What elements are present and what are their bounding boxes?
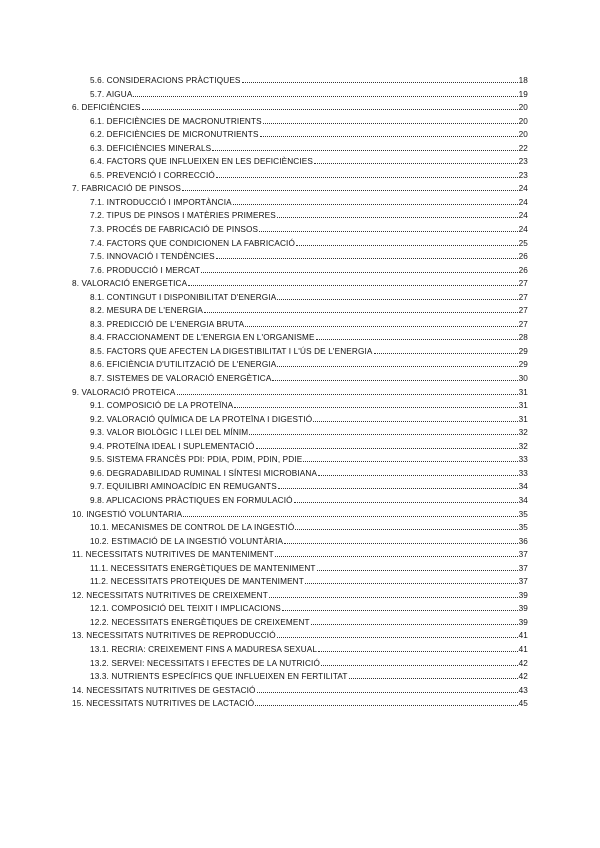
toc-dot-leader <box>260 136 518 137</box>
toc-dot-leader <box>212 150 517 151</box>
toc-dot-leader <box>177 394 518 395</box>
toc-section-entry[interactable] <box>72 237 528 251</box>
toc-entry-title: 8. VALORACIÓ ENERGETICA <box>72 279 188 289</box>
toc-page-number: 35 <box>518 523 528 533</box>
toc-section-entry[interactable] <box>72 616 528 630</box>
toc-section-entry[interactable] <box>72 535 528 549</box>
toc-section-entry[interactable] <box>72 155 528 169</box>
toc-page-number: 27 <box>518 292 528 302</box>
toc-section-entry[interactable] <box>72 602 528 616</box>
toc-dot-leader <box>133 96 517 97</box>
toc-entry-title: 10.1. MECANISMES DE CONTROL DE LA INGESTIÓ <box>90 523 295 533</box>
table-of-contents <box>72 74 528 711</box>
toc-entry-title: 8.3. PREDICCIÓ DE L'ENERGIA BRUTA <box>90 319 245 329</box>
toc-entry-title: 14. NECESSITATS NUTRITIVES DE GESTACIÓ <box>72 685 256 695</box>
toc-page-number: 41 <box>518 631 528 641</box>
toc-dot-leader <box>316 339 518 340</box>
toc-dot-leader <box>277 637 518 638</box>
toc-dot-leader <box>277 299 517 300</box>
toc-dot-leader <box>249 434 517 435</box>
toc-entry-title: 7.4. FACTORS QUE CONDICIONEN LA FABRICACIÓ <box>90 238 295 248</box>
toc-page-number: 45 <box>518 699 528 709</box>
toc-section-entry[interactable] <box>72 575 528 589</box>
toc-entry-title: 5.7. AIGUA <box>90 89 133 99</box>
toc-section-entry[interactable] <box>72 372 528 386</box>
toc-page-number: 37 <box>518 550 528 560</box>
toc-dot-leader <box>269 597 518 598</box>
toc-section-entry[interactable] <box>72 657 528 671</box>
toc-section-entry[interactable] <box>72 562 528 576</box>
toc-page-number: 37 <box>518 577 528 587</box>
toc-entry-title: 7.1. INTRODUCCIÓ I IMPORTÀNCIA <box>90 197 232 207</box>
toc-dot-leader <box>321 665 518 666</box>
toc-dot-leader <box>183 516 517 517</box>
toc-entry-title: 10.2. ESTIMACIÓ DE LA INGESTIÓ VOLUNTÀRIA <box>90 536 284 546</box>
toc-entry-title: 13. NECESSITATS NUTRITIVES DE REPRODUCCIÓ <box>72 631 276 641</box>
toc-dot-leader <box>277 366 517 367</box>
toc-entry-title: 6.4. FACTORS QUE INFLUEIXEN EN LES DEFICIÈNCIES <box>90 157 314 167</box>
toc-section-entry[interactable] <box>72 345 528 359</box>
toc-entry-title: 7.3. PROCÉS DE FABRICACIÓ DE PINSOS <box>90 225 259 235</box>
toc-entry-title: 8.2. MESURA DE L'ENERGIA <box>90 306 203 316</box>
toc-entry-title: 9. VALORACIÓ PROTEICA <box>72 387 176 397</box>
toc-page-number: 20 <box>518 116 528 126</box>
toc-section-entry[interactable] <box>72 250 528 264</box>
toc-dot-leader <box>318 475 517 476</box>
toc-entry-title: 6.3. DEFICIÈNCIES MINERALS <box>90 143 212 153</box>
toc-page-number: 26 <box>518 252 528 262</box>
toc-page-number: 34 <box>518 495 528 505</box>
toc-dot-leader <box>294 502 518 503</box>
toc-dot-leader <box>284 543 517 544</box>
toc-entry-title: 7.6. PRODUCCIÓ I MERCAT <box>90 265 201 275</box>
toc-dot-leader <box>314 163 518 164</box>
toc-section-entry[interactable] <box>72 331 528 345</box>
toc-dot-leader <box>233 204 518 205</box>
toc-entry-title: 11. NECESSITATS NUTRITIVES DE MANTENIMENT <box>72 550 274 560</box>
toc-entry-title: 12. NECESSITATS NUTRITIVES DE CREIXEMENT <box>72 590 268 600</box>
toc-dot-leader <box>277 217 518 218</box>
toc-section-entry[interactable] <box>72 304 528 318</box>
toc-chapter-entry[interactable] <box>72 629 528 643</box>
toc-section-entry[interactable] <box>72 291 528 305</box>
toc-entry-title: 9.1. COMPOSICIÓ DE LA PROTEÏNA <box>90 401 234 411</box>
toc-entry-title: 7.2. TIPUS DE PINSOS I MATÈRIES PRIMERES <box>90 211 276 221</box>
toc-page-number: 31 <box>518 401 528 411</box>
toc-dot-leader <box>204 312 518 313</box>
toc-dot-leader <box>311 624 518 625</box>
toc-entry-title: 9.4. PROTEÏNA IDEAL I SUPLEMENTACIÓ <box>90 441 255 451</box>
toc-dot-leader <box>255 705 517 706</box>
toc-dot-leader <box>374 353 518 354</box>
toc-section-entry[interactable] <box>72 196 528 210</box>
toc-section-entry[interactable] <box>72 453 528 467</box>
toc-page-number: 37 <box>518 563 528 573</box>
toc-page-number: 22 <box>518 143 528 153</box>
toc-section-entry[interactable] <box>72 169 528 183</box>
toc-dot-leader <box>313 421 517 422</box>
toc-entry-title: 9.6. DEGRADABILIDAD RUMINAL I SÍNTESI MICROBIANA <box>90 468 318 478</box>
toc-page-number: 30 <box>518 374 528 384</box>
toc-entry-title: 11.1. NECESSITATS ENERGÈTIQUES DE MANTENIMENT <box>90 563 316 573</box>
toc-page-number: 29 <box>518 346 528 356</box>
toc-entry-title: 9.5. SISTEMA FRANCÈS PDI: PDIA, PDIM, PDIN, PDIE <box>90 455 303 465</box>
toc-entry-title: 6.1. DEFICIÈNCIES DE MACRONUTRIENTS <box>90 116 262 126</box>
toc-dot-leader <box>263 123 518 124</box>
toc-page-number: 39 <box>518 617 528 627</box>
toc-page-number: 27 <box>518 306 528 316</box>
toc-dot-leader <box>349 678 518 679</box>
toc-dot-leader <box>182 190 518 191</box>
toc-page-number: 19 <box>518 89 528 99</box>
toc-page-number: 20 <box>518 130 528 140</box>
toc-entry-title: 8.6. EFICIÈNCIA D'UTILITZACIÓ DE L'ENERGIA <box>90 360 277 370</box>
toc-entry-title: 6.5. PREVENCIÓ I CORRECCIÓ <box>90 170 215 180</box>
toc-section-entry[interactable] <box>72 399 528 413</box>
toc-page-number: 32 <box>518 428 528 438</box>
toc-dot-leader <box>259 231 517 232</box>
toc-dot-leader <box>245 326 517 327</box>
toc-section-entry[interactable] <box>72 318 528 332</box>
toc-page-number: 39 <box>518 590 528 600</box>
toc-page-number: 23 <box>518 157 528 167</box>
toc-entry-title: 13.3. NUTRIENTS ESPECÍFICS QUE INFLUEIXEN EN FERTILITAT <box>90 672 348 682</box>
toc-page-number: 31 <box>518 387 528 397</box>
toc-dot-leader <box>256 448 518 449</box>
toc-page-number: 24 <box>518 225 528 235</box>
toc-section-entry[interactable] <box>72 264 528 278</box>
toc-section-entry[interactable] <box>72 426 528 440</box>
toc-page-number: 20 <box>518 103 528 113</box>
toc-page-number: 35 <box>518 509 528 519</box>
toc-dot-leader <box>257 692 518 693</box>
toc-entry-title: 12.2. NECESSITATS ENERGÈTIQUES DE CREIXEMENT <box>90 617 310 627</box>
toc-entry-title: 13.1. RECRIA: CREIXEMENT FINS A MADURESA SEXUAL <box>90 644 318 654</box>
toc-chapter-entry[interactable] <box>72 697 528 711</box>
toc-entry-title: 8.7. SISTEMES DE VALORACIÓ ENERGÈTICA <box>90 374 272 384</box>
toc-section-entry[interactable] <box>72 74 528 88</box>
toc-section-entry[interactable] <box>72 223 528 237</box>
toc-chapter-entry[interactable] <box>72 277 528 291</box>
toc-entry-title: 7.5. INNOVACIÓ I TENDÈNCIES <box>90 252 215 262</box>
toc-chapter-entry[interactable] <box>72 684 528 698</box>
toc-dot-leader <box>275 556 518 557</box>
toc-entry-title: 15. NECESSITATS NUTRITIVES DE LACTACIÓ <box>72 699 255 709</box>
toc-page-number: 31 <box>518 414 528 424</box>
toc-page-number: 41 <box>518 644 528 654</box>
toc-dot-leader <box>242 82 518 83</box>
toc-section-entry[interactable] <box>72 494 528 508</box>
toc-page-number: 34 <box>518 482 528 492</box>
toc-section-entry[interactable] <box>72 480 528 494</box>
toc-page-number: 42 <box>518 672 528 682</box>
toc-dot-leader <box>318 651 517 652</box>
toc-dot-leader <box>278 488 518 489</box>
toc-page-number: 42 <box>518 658 528 668</box>
toc-dot-leader <box>295 529 517 530</box>
toc-chapter-entry[interactable] <box>72 182 528 196</box>
toc-page-number: 39 <box>518 604 528 614</box>
toc-section-entry[interactable] <box>72 467 528 481</box>
toc-dot-leader <box>303 461 517 462</box>
toc-entry-title: 11.2. NECESSITATS PROTEIQUES DE MANTENIMENT <box>90 577 304 587</box>
toc-dot-leader <box>317 570 518 571</box>
toc-entry-title: 9.2. VALORACIÓ QUÍMICA DE LA PROTEÏNA I DIGESTIÓ <box>90 414 313 424</box>
toc-page-number: 33 <box>518 455 528 465</box>
toc-section-entry[interactable] <box>72 521 528 535</box>
toc-dot-leader <box>282 610 518 611</box>
toc-section-entry[interactable] <box>72 209 528 223</box>
toc-page-number: 26 <box>518 265 528 275</box>
toc-chapter-entry[interactable] <box>72 101 528 115</box>
toc-page-number: 24 <box>518 197 528 207</box>
toc-page-number: 28 <box>518 333 528 343</box>
toc-chapter-entry[interactable] <box>72 589 528 603</box>
toc-entry-title: 9.8. APLICACIONS PRÀCTIQUES EN FORMULACIÓ <box>90 495 293 505</box>
toc-dot-leader <box>272 380 517 381</box>
toc-dot-leader <box>296 245 518 246</box>
toc-page-number: 36 <box>518 536 528 546</box>
toc-dot-leader <box>142 109 518 110</box>
toc-entry-title: 8.1. CONTINGUT I DISPONIBILITAT D'ENERGIA <box>90 292 277 302</box>
toc-section-entry[interactable] <box>72 142 528 156</box>
toc-section-entry[interactable] <box>72 440 528 454</box>
toc-page-number: 24 <box>518 184 528 194</box>
toc-entry-title: 8.5. FACTORS QUE AFECTEN LA DIGESTIBILITAT I L'ÚS DE L'ENERGIA <box>90 346 373 356</box>
toc-dot-leader <box>216 177 518 178</box>
toc-section-entry[interactable] <box>72 358 528 372</box>
toc-dot-leader <box>234 407 517 408</box>
toc-page-number: 27 <box>518 319 528 329</box>
toc-chapter-entry[interactable] <box>72 508 528 522</box>
toc-section-entry[interactable] <box>72 128 528 142</box>
toc-page-number: 43 <box>518 685 528 695</box>
toc-section-entry[interactable] <box>72 115 528 129</box>
toc-dot-leader <box>188 285 517 286</box>
toc-page-number: 25 <box>518 238 528 248</box>
toc-section-entry[interactable] <box>72 88 528 102</box>
toc-entry-title: 8.4. FRACCIONAMENT DE L'ENERGIA EN L'ORGANISME <box>90 333 315 343</box>
toc-page-number: 33 <box>518 468 528 478</box>
toc-page-number: 23 <box>518 170 528 180</box>
toc-section-entry[interactable] <box>72 413 528 427</box>
toc-chapter-entry[interactable] <box>72 386 528 400</box>
toc-page-number: 29 <box>518 360 528 370</box>
toc-page-number: 24 <box>518 211 528 221</box>
toc-page-number: 18 <box>518 76 528 85</box>
toc-entry-title: 6. DEFICIÈNCIES <box>72 103 141 113</box>
toc-dot-leader <box>201 272 517 273</box>
toc-dot-leader <box>216 258 518 259</box>
toc-entry-title: 12.1. COMPOSICIÓ DEL TEIXIT I IMPLICACIONS <box>90 604 281 614</box>
toc-entry-title: 7. FABRICACIÓ DE PINSOS <box>72 184 182 194</box>
toc-section-entry[interactable] <box>72 670 528 684</box>
toc-page-number: 32 <box>518 441 528 451</box>
toc-dot-leader <box>305 583 518 584</box>
toc-entry-title: 9.7. EQUILIBRI AMINOACÍDIC EN REMUGANTS <box>90 482 277 492</box>
toc-entry-title: 6.2. DEFICIÈNCIES DE MICRONUTRIENTS <box>90 130 259 140</box>
toc-entry-title: 13.2. SERVEI: NECESSITATS I EFECTES DE LA NUTRICIÓ <box>90 658 320 668</box>
toc-entry-title: 10. INGESTIÓ VOLUNTARIA <box>72 509 183 519</box>
toc-entry-title: 5.6. CONSIDERACIONS PRÀCTIQUES <box>90 76 241 85</box>
toc-chapter-entry[interactable] <box>72 548 528 562</box>
toc-entry-title: 9.3. VALOR BIOLÒGIC I LLEI DEL MÍNIM <box>90 428 249 438</box>
toc-page-number: 27 <box>518 279 528 289</box>
toc-section-entry[interactable] <box>72 643 528 657</box>
